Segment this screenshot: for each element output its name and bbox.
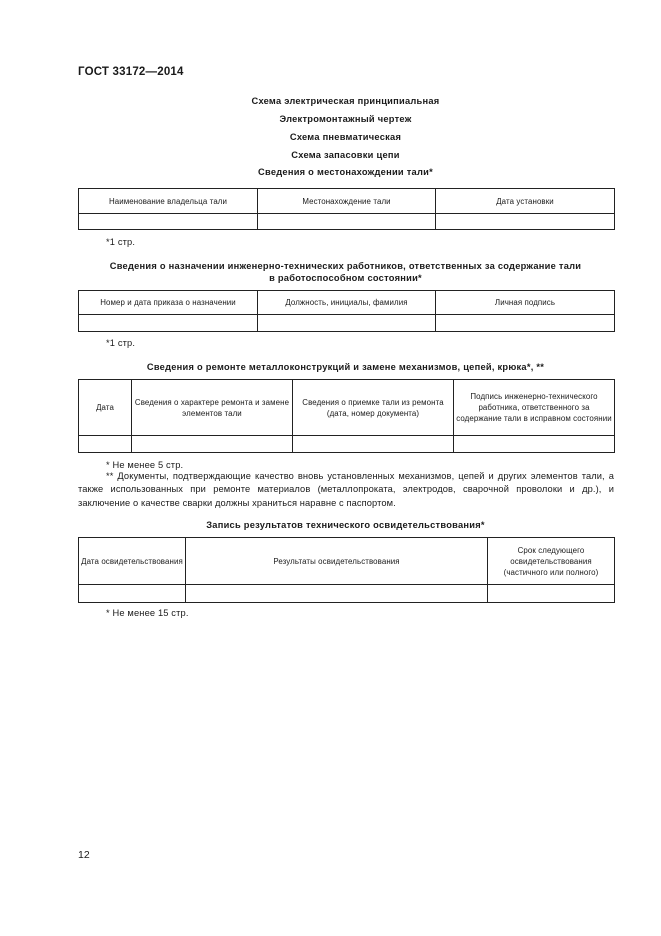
footnote-repair-min: * Не менее 5 стр.: [106, 460, 184, 470]
table-cell: [186, 585, 488, 603]
header-signature: Личная подпись: [436, 291, 615, 315]
title-repair-info: Сведения о ремонте металлоконструкций и замене механизмов, цепей, крюка*, **: [146, 362, 545, 372]
table-cell: [132, 436, 293, 453]
table-cell: [436, 315, 615, 332]
header-next-inspection: Срок следующего освидетельствования (частичного или полного): [488, 538, 615, 585]
header-order-number-date: Номер и дата приказа о назначении: [79, 291, 258, 315]
header-owner-name: Наименование владельца тали: [79, 189, 258, 214]
table-cell: [258, 214, 436, 230]
table-row: [79, 585, 615, 603]
header-position-name: Должность, инициалы, фамилия: [258, 291, 436, 315]
table-cell: [454, 436, 615, 453]
footnote-repair-documents-text: ** Документы, подтверждающие качество вновь установленных механизмов, цепей и других элементов тали, а также использованных при ремонте материалов (металлопроката, электродов, сварочной проволоки и др.), и заключение о качестве сварки должны храниться наравне с паспортом.: [78, 471, 614, 508]
table-cell: [79, 214, 258, 230]
title-wiring-drawing: Электромонтажный чертеж: [279, 114, 412, 124]
header-location: Местонахождение тали: [258, 189, 436, 214]
title-pneumatic-scheme: Схема пневматическая: [289, 132, 402, 142]
header-inspection-results: Результаты освидетельствования: [186, 538, 488, 585]
title-inspection-results: Запись результатов технического освидетельствования*: [206, 520, 485, 530]
header-date: Дата: [79, 380, 132, 436]
footnote-location: *1 стр.: [106, 237, 136, 247]
header-engineer-signature: Подпись инженерно-технического работника, ответственного за содержание тали в исправном состоянии: [454, 380, 615, 436]
table-cell: [488, 585, 615, 603]
table-row: [79, 214, 615, 230]
title-electrical-scheme: Схема электрическая принципиальная: [251, 96, 440, 106]
header-repair-details: Сведения о характере ремонта и замене элементов тали: [132, 380, 293, 436]
table-cell: [293, 436, 454, 453]
title-engineers-line2: в работоспособном состоянии*: [269, 273, 422, 283]
header-inspection-date: Дата освидетельствования: [79, 538, 186, 585]
table-row: [79, 436, 615, 453]
title-engineers-line1: Сведения о назначении инженерно-технических работников, ответственных за содержание тали: [109, 261, 582, 271]
title-chain-reeving-scheme: Схема запасовки цепи: [291, 150, 400, 160]
page-number: 12: [78, 849, 90, 861]
document-id: ГОСТ 33172—2014: [78, 66, 184, 78]
table-cell: [79, 585, 186, 603]
inspection-table: [78, 537, 615, 603]
repair-table: [78, 379, 615, 453]
engineers-table: [78, 290, 615, 332]
footnote-repair-documents: [78, 470, 614, 510]
header-acceptance: Сведения о приемке тали из ремонта (дата, номер документа): [293, 380, 454, 436]
location-table: [78, 188, 615, 230]
table-row: [79, 315, 615, 332]
footnote-engineers: *1 стр.: [106, 338, 136, 348]
footnote-inspection: * Не менее 15 стр.: [106, 608, 189, 618]
table-cell: [258, 315, 436, 332]
title-location-info: Сведения о местонахождении тали*: [258, 167, 433, 177]
header-install-date: Дата установки: [436, 189, 615, 214]
table-cell: [79, 315, 258, 332]
table-cell: [436, 214, 615, 230]
table-cell: [79, 436, 132, 453]
